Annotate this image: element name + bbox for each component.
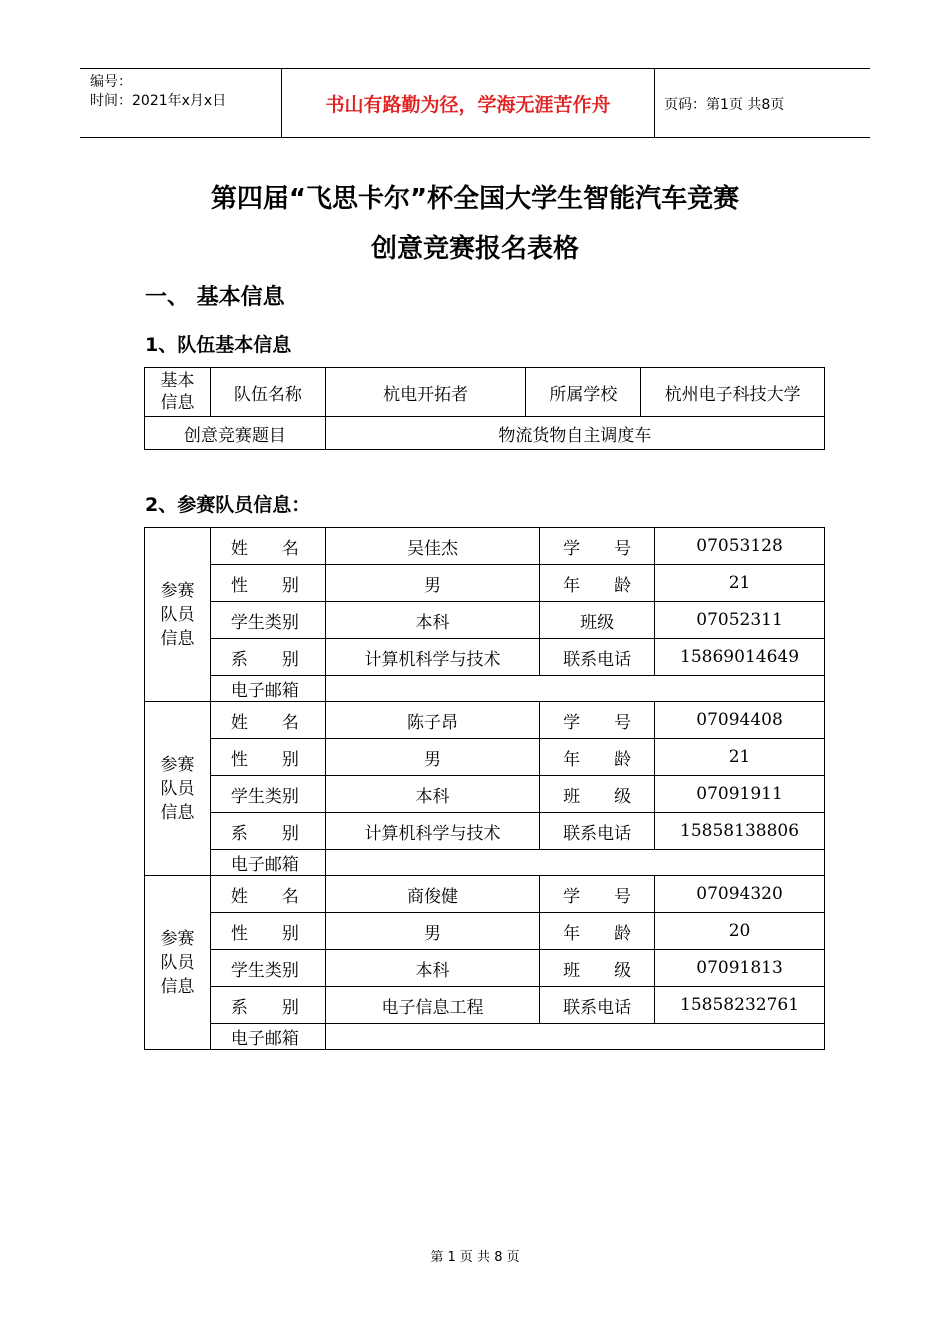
age-value: 20 bbox=[655, 913, 825, 950]
topic-label: 创意竞赛题目 bbox=[145, 417, 326, 450]
class-value: 07052311 bbox=[655, 602, 825, 639]
gender-label: 性 别 bbox=[210, 913, 325, 950]
table-row bbox=[145, 950, 825, 987]
phone-value: 15858138806 bbox=[655, 813, 825, 850]
section-heading-basic: 一、 基本信息 bbox=[145, 285, 285, 310]
members-table bbox=[144, 527, 825, 1050]
type-value: 本科 bbox=[325, 602, 539, 639]
table-row bbox=[145, 565, 825, 602]
document-title: 第四届“飞思卡尔”杯全国大学生智能汽车竞赛 bbox=[210, 184, 740, 214]
type-label: 学生类别 bbox=[210, 602, 325, 639]
phone-value: 15858232761 bbox=[655, 987, 825, 1024]
student-id-label: 学 号 bbox=[540, 702, 655, 739]
email-label: 电子邮箱 bbox=[210, 676, 325, 702]
team-name-label: 队伍名称 bbox=[210, 368, 325, 417]
type-label: 学生类别 bbox=[210, 950, 325, 987]
table-row bbox=[145, 528, 825, 565]
table-row bbox=[145, 813, 825, 850]
table-row bbox=[145, 417, 825, 450]
group-label: 基本信息 bbox=[145, 368, 211, 417]
gender-label: 性 别 bbox=[210, 739, 325, 776]
gender-value: 男 bbox=[325, 565, 539, 602]
page-footer: 第 1 页 共 8 页 bbox=[430, 1250, 520, 1265]
class-label: 班 级 bbox=[540, 776, 655, 813]
type-value: 本科 bbox=[325, 950, 539, 987]
name-value: 商俊健 bbox=[325, 876, 539, 913]
number-label: 编号： bbox=[90, 74, 132, 90]
header-page-info: 页码：第1页 共8页 bbox=[664, 97, 785, 113]
name-label: 姓 名 bbox=[210, 528, 325, 565]
table-row bbox=[145, 876, 825, 913]
student-id-value: 07094320 bbox=[655, 876, 825, 913]
type-label: 学生类别 bbox=[210, 776, 325, 813]
class-label: 班 级 bbox=[540, 950, 655, 987]
team-name-value: 杭电开拓者 bbox=[325, 368, 526, 417]
dept-value: 计算机科学与技术 bbox=[325, 813, 539, 850]
age-value: 21 bbox=[655, 565, 825, 602]
age-value: 21 bbox=[655, 739, 825, 776]
dept-label: 系 别 bbox=[210, 639, 325, 676]
email-label: 电子邮箱 bbox=[210, 850, 325, 876]
phone-label: 联系电话 bbox=[540, 639, 655, 676]
member-group-label: 参赛队员信息 bbox=[145, 528, 211, 702]
student-id-label: 学 号 bbox=[540, 528, 655, 565]
email-label: 电子邮箱 bbox=[210, 1024, 325, 1050]
class-value: 07091813 bbox=[655, 950, 825, 987]
header-left bbox=[90, 73, 226, 111]
name-value: 陈子昂 bbox=[325, 702, 539, 739]
table-row bbox=[145, 850, 825, 876]
document-subtitle: 创意竞赛报名表格 bbox=[370, 234, 579, 264]
team-basic-table bbox=[144, 367, 825, 450]
student-id-value: 07053128 bbox=[655, 528, 825, 565]
section-heading-team: 1、队伍基本信息 bbox=[145, 334, 292, 356]
table-row bbox=[145, 639, 825, 676]
section-heading-members: 2、参赛队员信息： bbox=[145, 494, 311, 516]
name-value: 吴佳杰 bbox=[325, 528, 539, 565]
header-motto: 书山有路勤为径，学海无涯苦作舟 bbox=[281, 69, 655, 137]
email-value bbox=[325, 1024, 824, 1050]
dept-value: 电子信息工程 bbox=[325, 987, 539, 1024]
student-id-value: 07094408 bbox=[655, 702, 825, 739]
email-value bbox=[325, 676, 824, 702]
table-row bbox=[145, 602, 825, 639]
class-label: 班级 bbox=[540, 602, 655, 639]
name-label: 姓 名 bbox=[210, 876, 325, 913]
time-label: 时间：2021年x月x日 bbox=[90, 93, 227, 109]
table-row bbox=[145, 702, 825, 739]
dept-label: 系 别 bbox=[210, 987, 325, 1024]
table-row bbox=[145, 368, 825, 417]
topic-value: 物流货物自主调度车 bbox=[325, 417, 824, 450]
table-row bbox=[145, 1024, 825, 1050]
table-row bbox=[145, 776, 825, 813]
age-label: 年 龄 bbox=[540, 913, 655, 950]
school-label: 所属学校 bbox=[526, 368, 641, 417]
student-id-label: 学 号 bbox=[540, 876, 655, 913]
phone-label: 联系电话 bbox=[540, 987, 655, 1024]
dept-value: 计算机科学与技术 bbox=[325, 639, 539, 676]
age-label: 年 龄 bbox=[540, 739, 655, 776]
phone-label: 联系电话 bbox=[540, 813, 655, 850]
gender-label: 性 别 bbox=[210, 565, 325, 602]
table-row bbox=[145, 913, 825, 950]
email-value bbox=[325, 850, 824, 876]
class-value: 07091911 bbox=[655, 776, 825, 813]
table-row bbox=[145, 676, 825, 702]
member-group-label: 参赛队员信息 bbox=[145, 876, 211, 1050]
table-row bbox=[145, 987, 825, 1024]
table-row bbox=[145, 739, 825, 776]
name-label: 姓 名 bbox=[210, 702, 325, 739]
age-label: 年 龄 bbox=[540, 565, 655, 602]
page-header bbox=[80, 68, 870, 138]
school-value: 杭州电子科技大学 bbox=[641, 368, 825, 417]
phone-value: 15869014649 bbox=[655, 639, 825, 676]
type-value: 本科 bbox=[325, 776, 539, 813]
dept-label: 系 别 bbox=[210, 813, 325, 850]
gender-value: 男 bbox=[325, 913, 539, 950]
gender-value: 男 bbox=[325, 739, 539, 776]
member-group-label: 参赛队员信息 bbox=[145, 702, 211, 876]
